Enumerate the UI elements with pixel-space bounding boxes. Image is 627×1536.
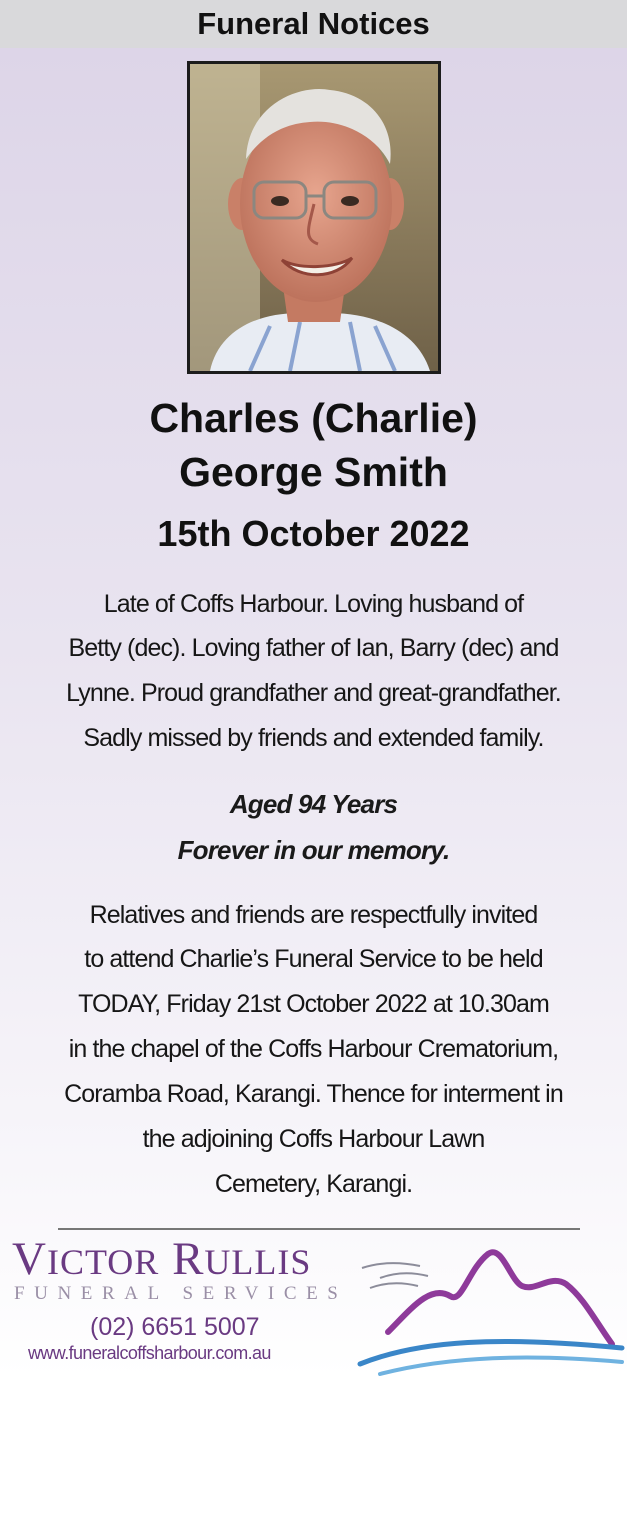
date-of-death: 15th October 2022 xyxy=(157,513,470,554)
section-header xyxy=(0,0,627,48)
portrait-illustration xyxy=(190,64,438,371)
mountain-logo-icon xyxy=(340,1240,625,1380)
service-line: Coramba Road, Karangi. Thence for interment in xyxy=(64,1080,563,1108)
portrait-photo xyxy=(187,61,441,374)
bio-line: Lynne. Proud grandfather and great-grandfather. xyxy=(66,679,561,707)
bio-line: Betty (dec). Loving father of Ian, Barry (dec) and xyxy=(68,634,559,662)
funeral-home-website[interactable]: www.funeralcoffsharbour.com.au xyxy=(28,1343,271,1363)
bio-line: Late of Coffs Harbour. Loving husband of xyxy=(103,590,524,618)
funeral-home-name: VICTOR RULLIS xyxy=(12,1233,312,1285)
service-line: to attend Charlie’s Funeral Service to be held xyxy=(84,945,543,973)
service-line: TODAY, Friday 21st October 2022 at 10.30am xyxy=(78,990,549,1018)
divider-line xyxy=(58,1228,580,1230)
funeral-home-subtitle: FUNERAL SERVICES xyxy=(14,1283,348,1304)
bio-line: Sadly missed by friends and extended family. xyxy=(83,724,544,752)
section-title: Funeral Notices xyxy=(197,6,430,41)
age-line: Aged 94 Years xyxy=(229,789,398,819)
deceased-name-line1: Charles (Charlie) xyxy=(149,395,478,441)
service-line: the adjoining Coffs Harbour Lawn xyxy=(142,1125,485,1153)
service-line: Cemetery, Karangi. xyxy=(214,1170,413,1198)
deceased-name-line2: George Smith xyxy=(179,449,448,495)
funeral-home-phone[interactable]: (02) 6651 5007 xyxy=(90,1313,260,1341)
service-line: in the chapel of the Coffs Harbour Crematorium, xyxy=(68,1035,559,1063)
service-line: Relatives and friends are respectfully invited xyxy=(89,901,538,929)
memory-line: Forever in our memory. xyxy=(177,835,450,865)
